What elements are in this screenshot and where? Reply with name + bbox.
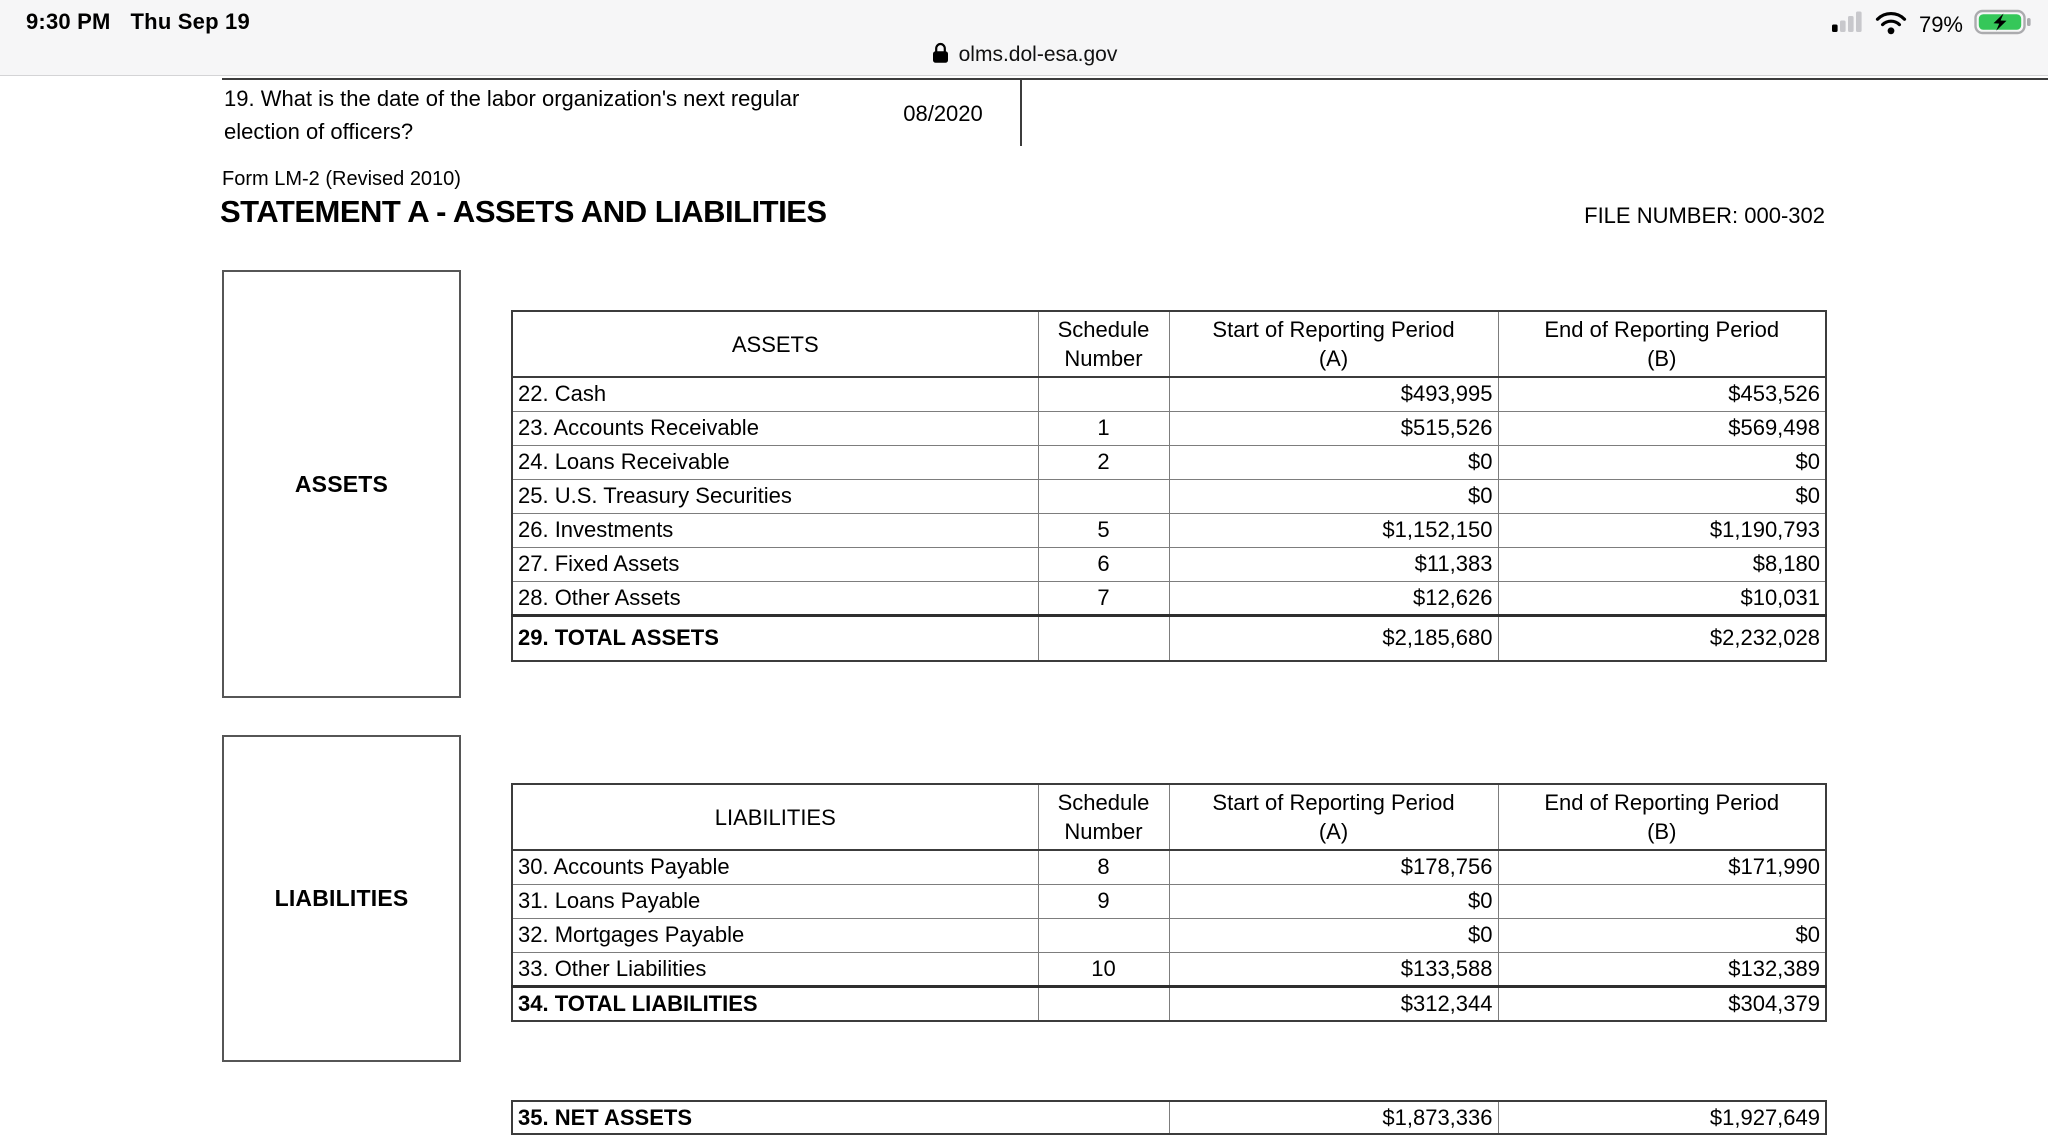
row-label: 31. Loans Payable — [512, 884, 1038, 918]
table-row — [512, 952, 1826, 986]
status-time: 9:30 PM — [26, 9, 111, 34]
table-rule-top — [222, 78, 2048, 80]
row-end-value: $0 — [1498, 918, 1826, 952]
row-start-value: $493,995 — [1169, 377, 1498, 411]
row-end-value: $1,190,793 — [1498, 513, 1826, 547]
url-text: olms.dol-esa.gov — [958, 43, 1118, 66]
liabilities-header-row — [512, 784, 1826, 850]
row-schedule: 10 — [1038, 952, 1169, 986]
row-end-value: $0 — [1498, 445, 1826, 479]
total-assets-row — [512, 615, 1826, 661]
address-bar[interactable] — [0, 38, 2048, 72]
liabilities-table — [511, 783, 1827, 1022]
assets-header-row — [512, 311, 1826, 377]
file-number: FILE NUMBER: 000-302 — [1584, 203, 1825, 228]
row-schedule: 5 — [1038, 513, 1169, 547]
row-schedule: 1 — [1038, 411, 1169, 445]
start-period-col-header: Start of Reporting Period (A) — [1169, 784, 1498, 850]
battery-percent: 79% — [1918, 11, 1963, 37]
question-19-cell-divider — [1020, 78, 1022, 146]
row-schedule — [1038, 918, 1169, 952]
row-start-value: $0 — [1169, 445, 1498, 479]
row-start-value: $178,756 — [1169, 850, 1498, 884]
browser-chrome — [0, 0, 2048, 76]
assets-side-box — [222, 270, 461, 698]
row-start-value: $0 — [1169, 884, 1498, 918]
schedule-col-header: Schedule Number — [1038, 784, 1169, 850]
row-end-value: $1,927,649 — [1498, 1101, 1826, 1134]
row-label: 22. Cash — [512, 377, 1038, 411]
row-schedule: 8 — [1038, 850, 1169, 884]
row-label: 24. Loans Receivable — [512, 445, 1038, 479]
row-schedule: 2 — [1038, 445, 1169, 479]
end-period-col-header: End of Reporting Period (B) — [1498, 311, 1826, 377]
row-end-value: $2,232,028 — [1498, 615, 1826, 661]
row-label: 28. Other Assets — [512, 581, 1038, 615]
row-label: 32. Mortgages Payable — [512, 918, 1038, 952]
row-schedule — [1038, 986, 1169, 1021]
row-label: 35. NET ASSETS — [512, 1101, 1169, 1134]
table-row — [512, 479, 1826, 513]
total-liabilities-row — [512, 986, 1826, 1021]
lock-icon — [931, 41, 950, 70]
row-start-value: $515,526 — [1169, 411, 1498, 445]
row-label: 34. TOTAL LIABILITIES — [512, 986, 1038, 1021]
start-period-col-header: Start of Reporting Period (A) — [1169, 311, 1498, 377]
status-date: Thu Sep 19 — [130, 9, 250, 34]
liabilities-side-box — [222, 735, 461, 1062]
net-assets-row — [512, 1101, 1826, 1134]
battery-charging-icon — [1974, 8, 2034, 41]
form-name: Form LM-2 (Revised 2010) — [222, 168, 461, 190]
row-label: 30. Accounts Payable — [512, 850, 1038, 884]
table-row — [512, 850, 1826, 884]
assets-col-header: ASSETS — [512, 311, 1038, 377]
status-icons — [1832, 8, 2034, 41]
row-label: 25. U.S. Treasury Securities — [512, 479, 1038, 513]
row-schedule — [1038, 479, 1169, 513]
liabilities-side-label: LIABILITIES — [274, 885, 409, 911]
row-end-value: $10,031 — [1498, 581, 1826, 615]
table-row — [512, 513, 1826, 547]
row-start-value: $0 — [1169, 479, 1498, 513]
row-schedule — [1038, 615, 1169, 661]
net-assets-table — [511, 1100, 1827, 1135]
status-time-date — [26, 9, 250, 35]
row-start-value: $12,626 — [1169, 581, 1498, 615]
row-schedule — [1038, 377, 1169, 411]
row-schedule: 9 — [1038, 884, 1169, 918]
row-schedule: 6 — [1038, 547, 1169, 581]
row-schedule: 7 — [1038, 581, 1169, 615]
row-start-value: $1,152,150 — [1169, 513, 1498, 547]
row-start-value: $11,383 — [1169, 547, 1498, 581]
table-row — [512, 918, 1826, 952]
cellular-signal-icon — [1832, 10, 1863, 39]
question-19-text: 19. What is the date of the labor organization's next regular election of officers? — [224, 86, 800, 144]
table-row — [512, 581, 1826, 615]
row-end-value: $132,389 — [1498, 952, 1826, 986]
table-row — [512, 377, 1826, 411]
assets-side-label: ASSETS — [294, 470, 389, 497]
row-label: 33. Other Liabilities — [512, 952, 1038, 986]
table-row — [512, 884, 1826, 918]
table-row — [512, 411, 1826, 445]
table-row — [512, 445, 1826, 479]
row-start-value: $133,588 — [1169, 952, 1498, 986]
page-title: STATEMENT A - ASSETS AND LIABILITIES — [220, 194, 827, 229]
row-end-value: $171,990 — [1498, 850, 1826, 884]
wifi-icon — [1874, 10, 1908, 40]
row-start-value: $2,185,680 — [1169, 615, 1498, 661]
row-start-value: $312,344 — [1169, 986, 1498, 1021]
row-label: 23. Accounts Receivable — [512, 411, 1038, 445]
row-end-value: $453,526 — [1498, 377, 1826, 411]
row-label: 27. Fixed Assets — [512, 547, 1038, 581]
table-row — [512, 547, 1826, 581]
assets-table — [511, 310, 1827, 662]
liabilities-col-header: LIABILITIES — [512, 784, 1038, 850]
row-end-value: $569,498 — [1498, 411, 1826, 445]
row-label: 29. TOTAL ASSETS — [512, 615, 1038, 661]
row-label: 26. Investments — [512, 513, 1038, 547]
row-end-value — [1498, 884, 1826, 918]
row-start-value: $0 — [1169, 918, 1498, 952]
row-end-value: $0 — [1498, 479, 1826, 513]
row-start-value: $1,873,336 — [1169, 1101, 1498, 1134]
question-19-answer: 08/2020 — [903, 101, 983, 126]
row-end-value: $304,379 — [1498, 986, 1826, 1021]
row-end-value: $8,180 — [1498, 547, 1826, 581]
end-period-col-header: End of Reporting Period (B) — [1498, 784, 1826, 850]
schedule-col-header: Schedule Number — [1038, 311, 1169, 377]
